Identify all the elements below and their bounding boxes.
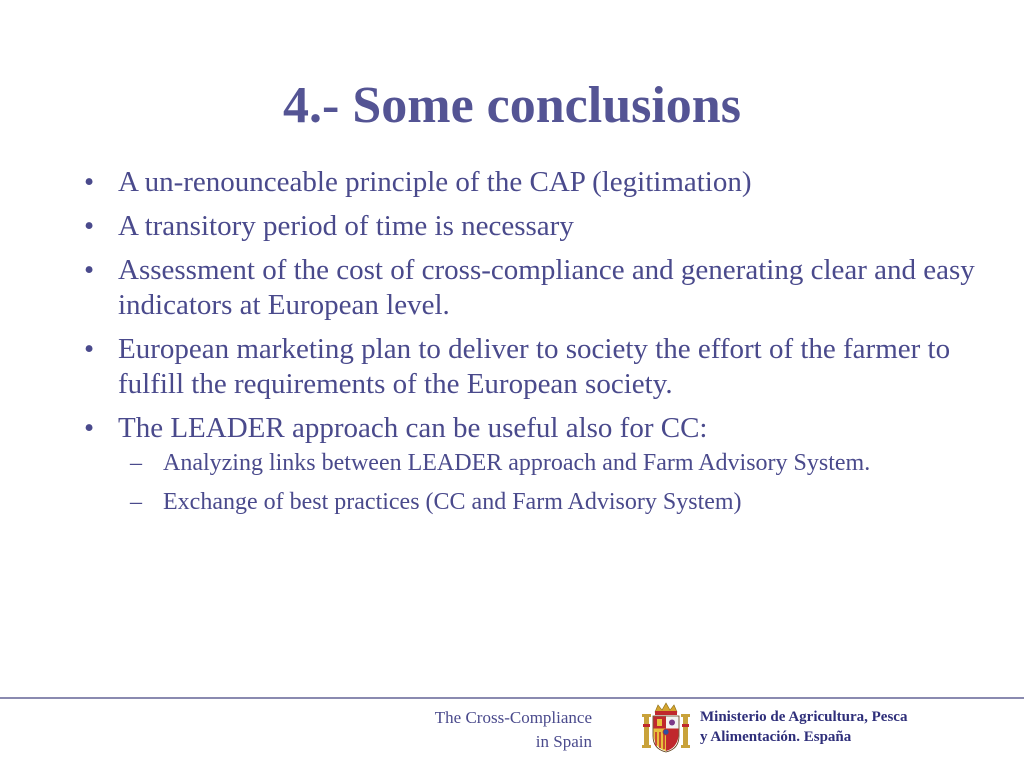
sub-bullet-marker: – [130,489,142,515]
footer-title-line-2: in Spain [535,732,592,751]
sub-bullet-marker: – [130,450,142,476]
spanish-coat-of-arms-icon [641,702,691,754]
bullet-text: The LEADER approach can be useful also for CC: [118,412,708,444]
bullet-item [0,253,1024,323]
ministry-line-1: Ministerio de Agricultura, Pesca [700,709,908,725]
ministry-name [700,707,907,747]
bullet-marker: • [84,254,95,286]
sub-bullet-item [118,488,984,517]
bullet-text: European marketing plan to deliver to society the effort of the farmer to fulfill the requirements of the European society. [118,333,951,400]
footer-presentation-title [435,706,592,754]
sub-bullet-list [118,449,984,517]
bullet-item [0,332,1024,402]
bullet-text: A transitory period of time is necessary [118,210,574,242]
footer-divider [0,697,1024,699]
bullet-marker: • [84,333,95,365]
bullet-list [0,165,1024,527]
sub-bullet-item [118,449,984,478]
bullet-item [0,209,1024,244]
slide-title: 4.- Some conclusions [283,77,741,134]
sub-bullet-text: Exchange of best practices (CC and Farm Advisory System) [163,489,742,515]
bullet-item [0,411,1024,517]
ministry-line-2: y Alimentación. España [700,729,852,745]
bullet-marker: • [84,210,95,242]
sub-bullet-text: Analyzing links between LEADER approach and Farm Advisory System. [163,450,871,476]
bullet-text: Assessment of the cost of cross-compliance and generating clear and easy indicators at European level. [118,254,975,321]
bullet-marker: • [84,166,95,198]
bullet-item [0,165,1024,200]
bullet-text: A un-renounceable principle of the CAP (legitimation) [118,166,752,198]
footer-title-line-1: The Cross-Compliance [434,708,592,727]
bullet-marker: • [84,412,95,444]
